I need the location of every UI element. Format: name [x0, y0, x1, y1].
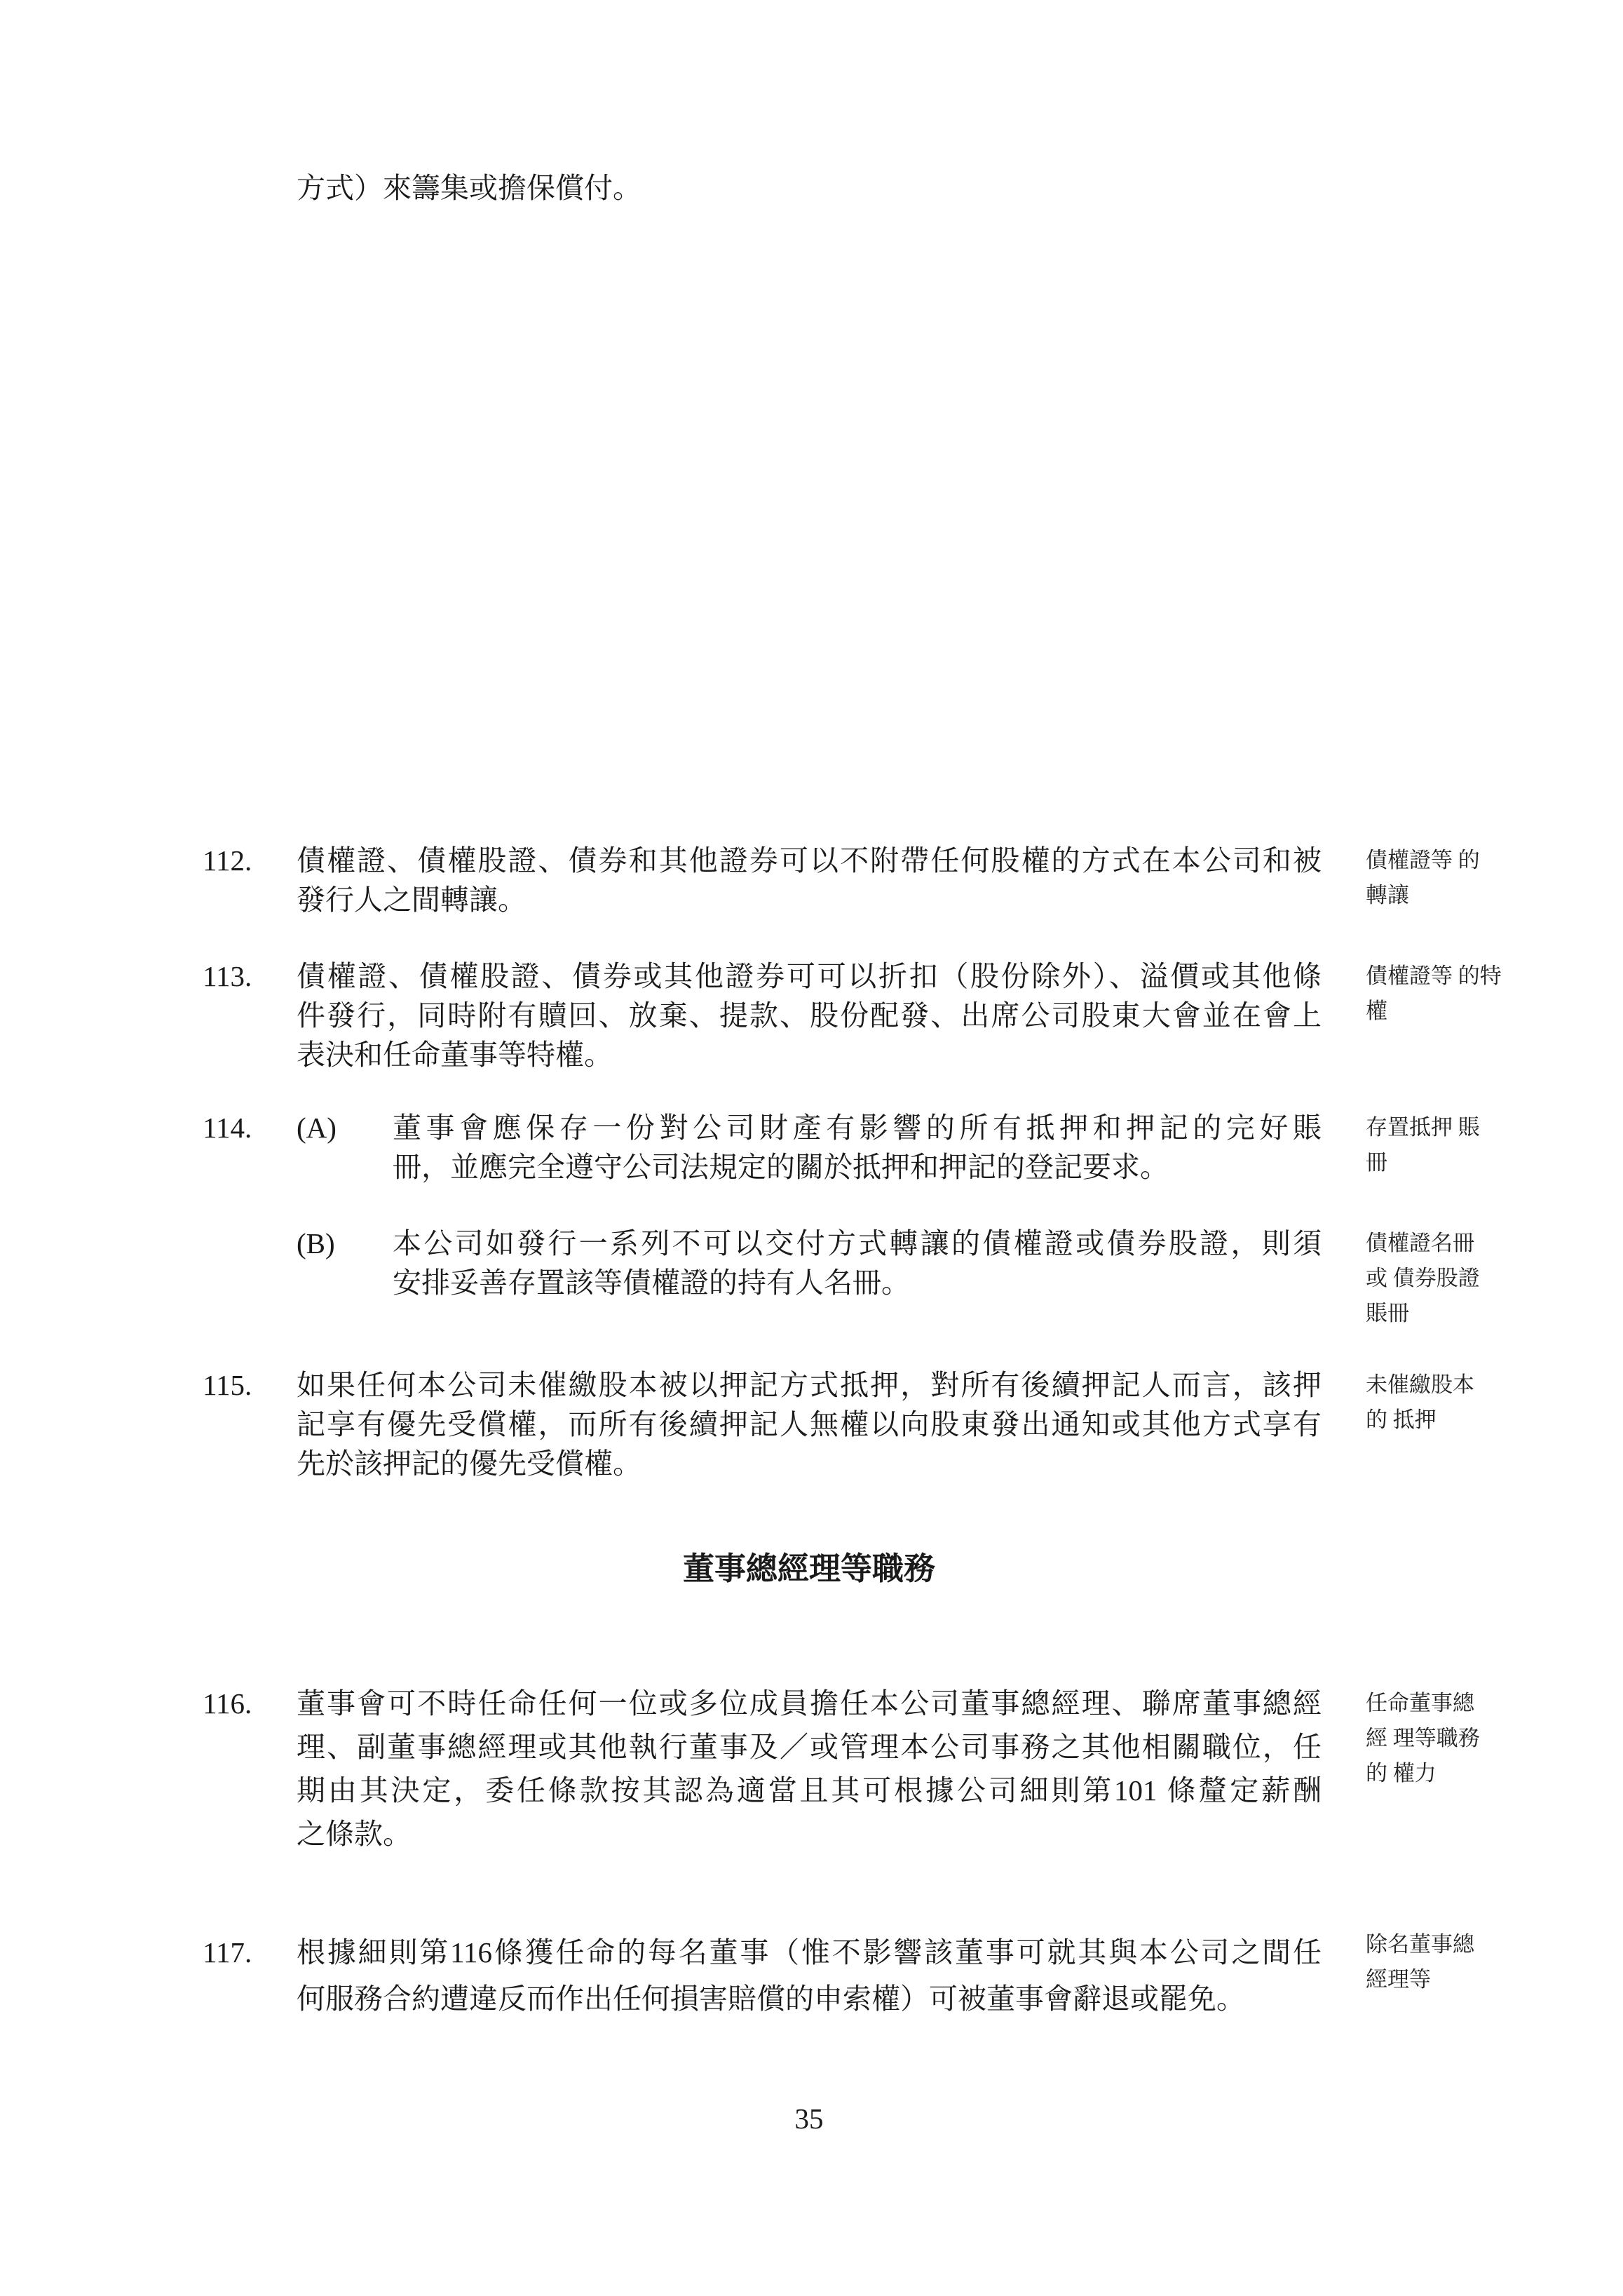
margin-note-113 [1366, 959, 1527, 1029]
paragraph-line: 債權證、債權股證、債券或其他證券可可以折扣（股份除外）、溢價或其他條 [297, 960, 1322, 992]
paragraph-line: 之條款。 [297, 1818, 412, 1850]
article-115-text [297, 1365, 1322, 1483]
paragraph-line: 期由其決定，委任條款按其認為適當且其可根據公司細則第101 條釐定薪酬 [297, 1774, 1322, 1807]
article-number-115: 115. [203, 1369, 252, 1401]
article-number-116: 116. [203, 1687, 252, 1720]
paragraph-line: 安排妥善存置該等債權證的持有人名冊。 [393, 1267, 910, 1299]
margin-note-line: 存置抵押 賬 [1366, 1115, 1480, 1140]
paragraph-line: 冊，並應完全遵守公司法規定的關於抵押和押記的登記要求。 [393, 1151, 1169, 1183]
margin-note-line: 債權證等 的特 [1366, 964, 1502, 988]
article-number-112: 112. [203, 844, 252, 877]
page-number: 35 [794, 2102, 824, 2135]
paragraph-line: 何服務合約遭違反而作出任何損害賠償的申索權）可被董事會辭退或罷免。 [297, 1983, 1245, 2015]
paragraph-line: 理、副董事總經理或其他執行董事及／或管理本公司事務之其他相關職位，任 [297, 1731, 1322, 1763]
paragraph-line: 如果任何本公司未催繳股本被以押記方式抵押，對所有後續押記人而言，該押 [297, 1369, 1322, 1401]
continuation-paragraph [297, 168, 1322, 208]
clause-label-b: (B) [297, 1227, 335, 1260]
article-number-113: 113. [203, 960, 252, 992]
margin-note-line: 的 權力 [1366, 1761, 1437, 1785]
margin-note-114b [1366, 1226, 1527, 1331]
margin-note-line: 債權證名冊 [1366, 1231, 1474, 1255]
paragraph-line: 發行人之間轉讓。 [297, 884, 527, 916]
paragraph-line: 先於該押記的優先受償權。 [297, 1447, 641, 1480]
margin-note-line: 轉讓 [1366, 883, 1409, 907]
margin-note-line: 賬冊 [1366, 1301, 1409, 1325]
clause-label-a: (A) [297, 1112, 337, 1144]
paragraph-line: 方式）來籌集或擔保償付。 [297, 172, 641, 204]
article-117-text [297, 1929, 1322, 2022]
margin-note-112 [1366, 843, 1527, 913]
paragraph-line: 董事會可不時任命任何一位或多位成員擔任本公司董事總經理、聯席董事總經 [297, 1687, 1322, 1720]
margin-note-line: 冊 [1366, 1150, 1387, 1175]
article-116-text [297, 1682, 1322, 1856]
article-number-114: 114. [203, 1112, 252, 1144]
paragraph-line: 根據細則第116條獲任命的每名董事（惟不影響該董事可就其與本公司之間任 [297, 1936, 1322, 1969]
margin-note-114a [1366, 1110, 1527, 1180]
margin-note-115 [1366, 1368, 1527, 1438]
margin-note-line: 或 債券股證 [1366, 1266, 1480, 1290]
margin-note-line: 除名董事總 [1366, 1932, 1474, 1957]
paragraph-line: 記享有優先受償權，而所有後續押記人無權以向股東發出通知或其他方式享有 [297, 1408, 1322, 1440]
paragraph-line: 本公司如發行一系列不可以交付方式轉讓的債權證或債券股證，則須 [393, 1227, 1322, 1260]
article-113-text [297, 957, 1322, 1074]
paragraph-line: 表決和任命董事等特權。 [297, 1039, 613, 1071]
margin-note-line: 債權證等 的 [1366, 848, 1480, 872]
paragraph-line: 債權證、債權股證、債券和其他證券可以不附帶任何股權的方式在本公司和被 [297, 844, 1322, 877]
paragraph-line: 董事會應保存一份對公司財產有影響的所有抵押和押記的完好賬 [393, 1112, 1322, 1144]
margin-note-line: 經 理等職務 [1366, 1726, 1480, 1750]
section-heading: 董事總經理等職務 [682, 1551, 935, 1586]
margin-note-line: 權 [1366, 999, 1387, 1023]
margin-note-line: 任命董事總 [1366, 1691, 1474, 1715]
paragraph-line: 件發行，同時附有贖回、放棄、提款、股份配發、出席公司股東大會並在會上 [297, 999, 1322, 1032]
margin-note-117 [1366, 1927, 1527, 1997]
margin-note-line: 經理等 [1366, 1967, 1431, 1992]
article-number-117: 117. [203, 1936, 252, 1969]
article-114a-text [393, 1108, 1322, 1187]
margin-note-116 [1366, 1686, 1527, 1791]
article-112-text [297, 841, 1322, 919]
article-114b-text [393, 1224, 1322, 1302]
margin-note-line: 未催繳股本 [1366, 1372, 1474, 1397]
margin-note-line: 的 抵押 [1366, 1407, 1437, 1432]
